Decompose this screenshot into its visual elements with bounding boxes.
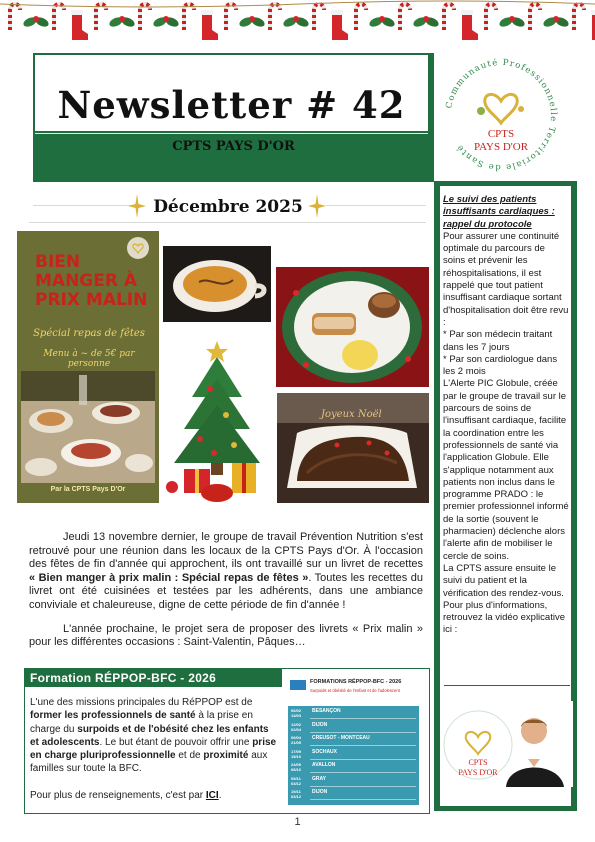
holly-berry-icon bbox=[423, 16, 429, 22]
logo-name-line1: CPTS bbox=[487, 128, 515, 140]
yule-log-photo bbox=[277, 393, 429, 503]
formation-text-part: . bbox=[218, 789, 222, 801]
poster-title: FORMATIONS RÉPPOP-BFC - 2026 bbox=[310, 679, 402, 685]
stocking-icon bbox=[462, 12, 478, 40]
star-sparkle-icon bbox=[128, 194, 146, 218]
sidebar-paragraph: Pour plus d'informations, retrouvez la vidéo explicative ici : bbox=[443, 599, 565, 636]
garland-decoration bbox=[0, 0, 595, 40]
recipe-card-subtitle: Spécial repas de fêtes bbox=[33, 328, 145, 339]
poster-session-dates: 19/11 03/12 bbox=[291, 789, 302, 799]
garland-string bbox=[0, 1, 595, 7]
holly-berry-icon bbox=[249, 16, 255, 22]
reppop-logo-icon bbox=[290, 680, 306, 690]
formation-header bbox=[25, 669, 282, 687]
formation-bold: prise en charge pluriprofessionnelle bbox=[30, 736, 277, 762]
poster-row-divider bbox=[310, 772, 416, 773]
sidebar-paragraph: * Par son cardiologue dans les 2 mois bbox=[443, 353, 558, 378]
formation-text-part: Pour plus de renseignements, c'est par bbox=[30, 789, 206, 801]
formation-text bbox=[30, 696, 280, 815]
poster-session-city: GRAY bbox=[312, 775, 326, 782]
formation-text-part: L'une des missions principales du RéPPOP est de bbox=[30, 697, 253, 708]
poster-row-divider bbox=[310, 718, 416, 719]
candy-cane-icon bbox=[54, 4, 64, 30]
poster-session-row bbox=[288, 734, 419, 746]
cpts-logo bbox=[441, 55, 561, 175]
festive-plate-photo bbox=[276, 267, 429, 387]
poster-session-city: DIJON bbox=[312, 721, 328, 728]
article-text: Jeudi 13 novembre dernier, le groupe de travail Prévention Nutrition s'est retrouvé pour une réunion dans les locaux de la CPTS Pays d'Or. À l'occasion des fêtes de fin d'année qui approchent, ils ont travaillé sur un livret de recettes bbox=[29, 531, 423, 571]
page-number: 1 bbox=[294, 816, 301, 828]
christmas-garland bbox=[0, 0, 595, 40]
formation-bold: proximité bbox=[203, 750, 249, 762]
candy-cane-icon bbox=[356, 4, 366, 30]
sidebar-paragraph: L'Alerte PIC Globule, créée par le groupe de travail sur le parcours de soins de l'insuffisant cardiaque, facilite la coordination entre les professionnels de santé via l'application Globule. Elle s'applique notamment aux patients non inclus dans le programme PRADO : le premier professionnel informé de la sortie (souvent le pharmacien) déclenche alors l'alerte afin de mobiliser le cercle de soins. bbox=[443, 378, 569, 562]
logo-ring-text: Communauté Professionnelle Territoriale de Santé bbox=[444, 57, 559, 173]
poster-session-city: BESANÇON bbox=[312, 708, 341, 714]
stocking-cuff-icon bbox=[461, 10, 473, 15]
logo-name-line2: PAYS D'OR bbox=[473, 141, 529, 153]
star-sparkle-icon bbox=[308, 194, 326, 218]
video-thumbnail-image bbox=[442, 701, 573, 787]
poster-header bbox=[288, 674, 419, 706]
formation-title: Formation RÉPPOP-BFC - 2026 bbox=[30, 671, 217, 685]
poster-session-city: SOCHAUX bbox=[312, 748, 338, 755]
sidebar-title: Le suivi des patients insuffisants cardiaques : rappel du protocole bbox=[443, 194, 555, 230]
sidebar-paragraph: La CPTS assure ensuite le suivi du patient et la vérification des rendez-vous. bbox=[443, 562, 564, 599]
recipe-booklet-cover bbox=[17, 231, 159, 503]
date-rule-right bbox=[326, 205, 426, 206]
sidebar-content bbox=[440, 186, 571, 806]
poster-session-row bbox=[288, 788, 419, 800]
poster-session-row bbox=[288, 707, 419, 719]
formation-text-part: aux familles sur toute la BFC. bbox=[30, 750, 268, 775]
stocking-cuff-icon bbox=[71, 10, 83, 15]
poster-session-row bbox=[288, 748, 419, 760]
stocking-cuff-icon bbox=[591, 10, 595, 15]
newsletter-title: Newsletter # 42 bbox=[57, 83, 406, 127]
poster-row-divider bbox=[310, 786, 416, 787]
candy-cane-icon bbox=[400, 4, 410, 30]
formation-paragraph bbox=[30, 696, 280, 776]
candy-cane-icon bbox=[444, 4, 454, 30]
formation-text-part: . Le but étant de pouvoir offrir une bbox=[99, 736, 253, 748]
candy-cane-icon bbox=[486, 4, 496, 30]
holly-berry-icon bbox=[33, 16, 39, 22]
issue-date-row bbox=[128, 192, 328, 220]
poster-session-dates: 17/09 15/10 bbox=[291, 748, 302, 759]
poster-session-dates: 05/11 03/12 bbox=[291, 775, 302, 786]
formation-paragraph bbox=[30, 789, 280, 802]
holly-berry-icon bbox=[553, 16, 559, 22]
candy-cane-icon bbox=[530, 4, 540, 30]
poster-subtitle: Surpoids et obésité de l'enfant et de l'adolescent bbox=[310, 688, 400, 693]
article-text: . Toutes les recettes du livret ont été cuisinées et testées par les adhérents, dans une ambiance conviviale et chaleureuse, digne de cette période de fin d'année ! bbox=[29, 571, 423, 611]
poster-row-divider bbox=[310, 732, 416, 733]
formation-text-part: et de bbox=[175, 750, 204, 762]
recipe-card-menu: Menu à ~ de 5€ par personne bbox=[43, 349, 135, 369]
formation-text-part: à la prise en charge du bbox=[30, 710, 253, 735]
poster-row-divider bbox=[310, 799, 416, 800]
formation-bold: former les professionnels de santé bbox=[30, 710, 196, 722]
poster-session-dates: 12/02 02/04 bbox=[291, 721, 302, 732]
sidebar-panel bbox=[434, 181, 577, 811]
candy-cane-icon bbox=[226, 4, 236, 30]
poster-session-row bbox=[288, 721, 419, 733]
poster-session-dates: 24/09 08/10 bbox=[291, 762, 302, 772]
stocking-icon bbox=[332, 12, 348, 40]
formation-bold: surpoids et de l'obésité chez les enfants et adolescents bbox=[30, 723, 269, 748]
cake-sign-text: Joyeux Noël bbox=[321, 409, 382, 420]
stocking-cuff-icon bbox=[331, 10, 343, 15]
cpts-logo-emblem bbox=[441, 55, 561, 175]
booklet-title-bold: « Bien manger à prix malin : Spécial repas de fêtes » bbox=[29, 571, 309, 584]
soup-photo bbox=[163, 246, 271, 322]
article-body bbox=[29, 531, 423, 660]
holly-berry-icon bbox=[163, 16, 169, 22]
candy-cane-icon bbox=[184, 4, 194, 30]
header-title-panel bbox=[35, 55, 428, 131]
article-paragraph bbox=[29, 531, 423, 613]
candy-cane-icon bbox=[574, 4, 584, 30]
formation-poster bbox=[288, 674, 419, 805]
recipe-card-title: BIEN MANGER À PRIX MALIN bbox=[35, 252, 148, 310]
poster-session-city: DIJON bbox=[312, 789, 328, 795]
date-rule-left bbox=[33, 205, 131, 206]
holly-berry-icon bbox=[293, 16, 299, 22]
newsletter-header bbox=[33, 53, 434, 182]
holly-berry-icon bbox=[379, 16, 385, 22]
christmas-tree-illustration bbox=[162, 335, 272, 505]
formation-info-link[interactable]: ICI bbox=[205, 789, 219, 801]
article-paragraph bbox=[29, 623, 423, 650]
poster-session-dates: 06/02 13/03 bbox=[291, 708, 302, 718]
holly-berry-icon bbox=[509, 16, 515, 22]
poster-session-row bbox=[288, 761, 419, 773]
candy-cane-icon bbox=[270, 4, 280, 30]
candy-cane-icon bbox=[140, 4, 150, 30]
newsletter-subtitle: CPTS PAYS D'OR bbox=[172, 139, 295, 154]
thumbnail-logo-text: CPTS bbox=[468, 758, 488, 767]
header-divider bbox=[35, 133, 428, 134]
sidebar-text bbox=[443, 194, 569, 637]
candy-cane-icon bbox=[10, 4, 20, 30]
poster-session-city: AVALLON bbox=[312, 762, 336, 768]
poster-row-divider bbox=[310, 745, 416, 746]
issue-date: Décembre 2025 bbox=[153, 197, 303, 217]
sidebar-paragraph: Pour assurer une continuité optimale du parcours de soins et prévenir les réhospitalisations, il est rappelé que tout patient insuffisant cardiaque sortant d'hospitalisation doit être revu : bbox=[443, 230, 569, 328]
candy-cane-icon bbox=[314, 4, 324, 30]
sidebar-divider bbox=[444, 685, 570, 686]
date-underline bbox=[29, 222, 426, 223]
candy-cane-icon bbox=[96, 4, 106, 30]
recipe-card-footer: Par la CPTS Pays D'Or bbox=[50, 486, 126, 493]
stocking-cuff-icon bbox=[201, 10, 213, 15]
poster-session-dates: 09/04 21/05 bbox=[291, 735, 302, 745]
stocking-icon bbox=[202, 12, 218, 40]
holly-berry-icon bbox=[119, 16, 125, 22]
formation-box bbox=[24, 668, 430, 814]
poster-session-city: CREUSOT - MONTCEAU bbox=[312, 735, 370, 741]
video-thumbnail[interactable] bbox=[442, 701, 553, 787]
stocking-icon bbox=[72, 12, 88, 40]
poster-row-divider bbox=[310, 759, 416, 760]
festive-table-photo bbox=[21, 371, 155, 483]
thumbnail-logo-text-2: PAYS D'OR bbox=[458, 768, 498, 777]
article-text: L'année prochaine, le projet sera de proposer des livrets « Prix malin » pour les différentes occasions : Saint-Valentin, Pâques… bbox=[29, 622, 423, 649]
sidebar-paragraph: * Par son médecin traitant dans les 7 jours bbox=[443, 329, 553, 353]
poster-session-row bbox=[288, 775, 419, 787]
